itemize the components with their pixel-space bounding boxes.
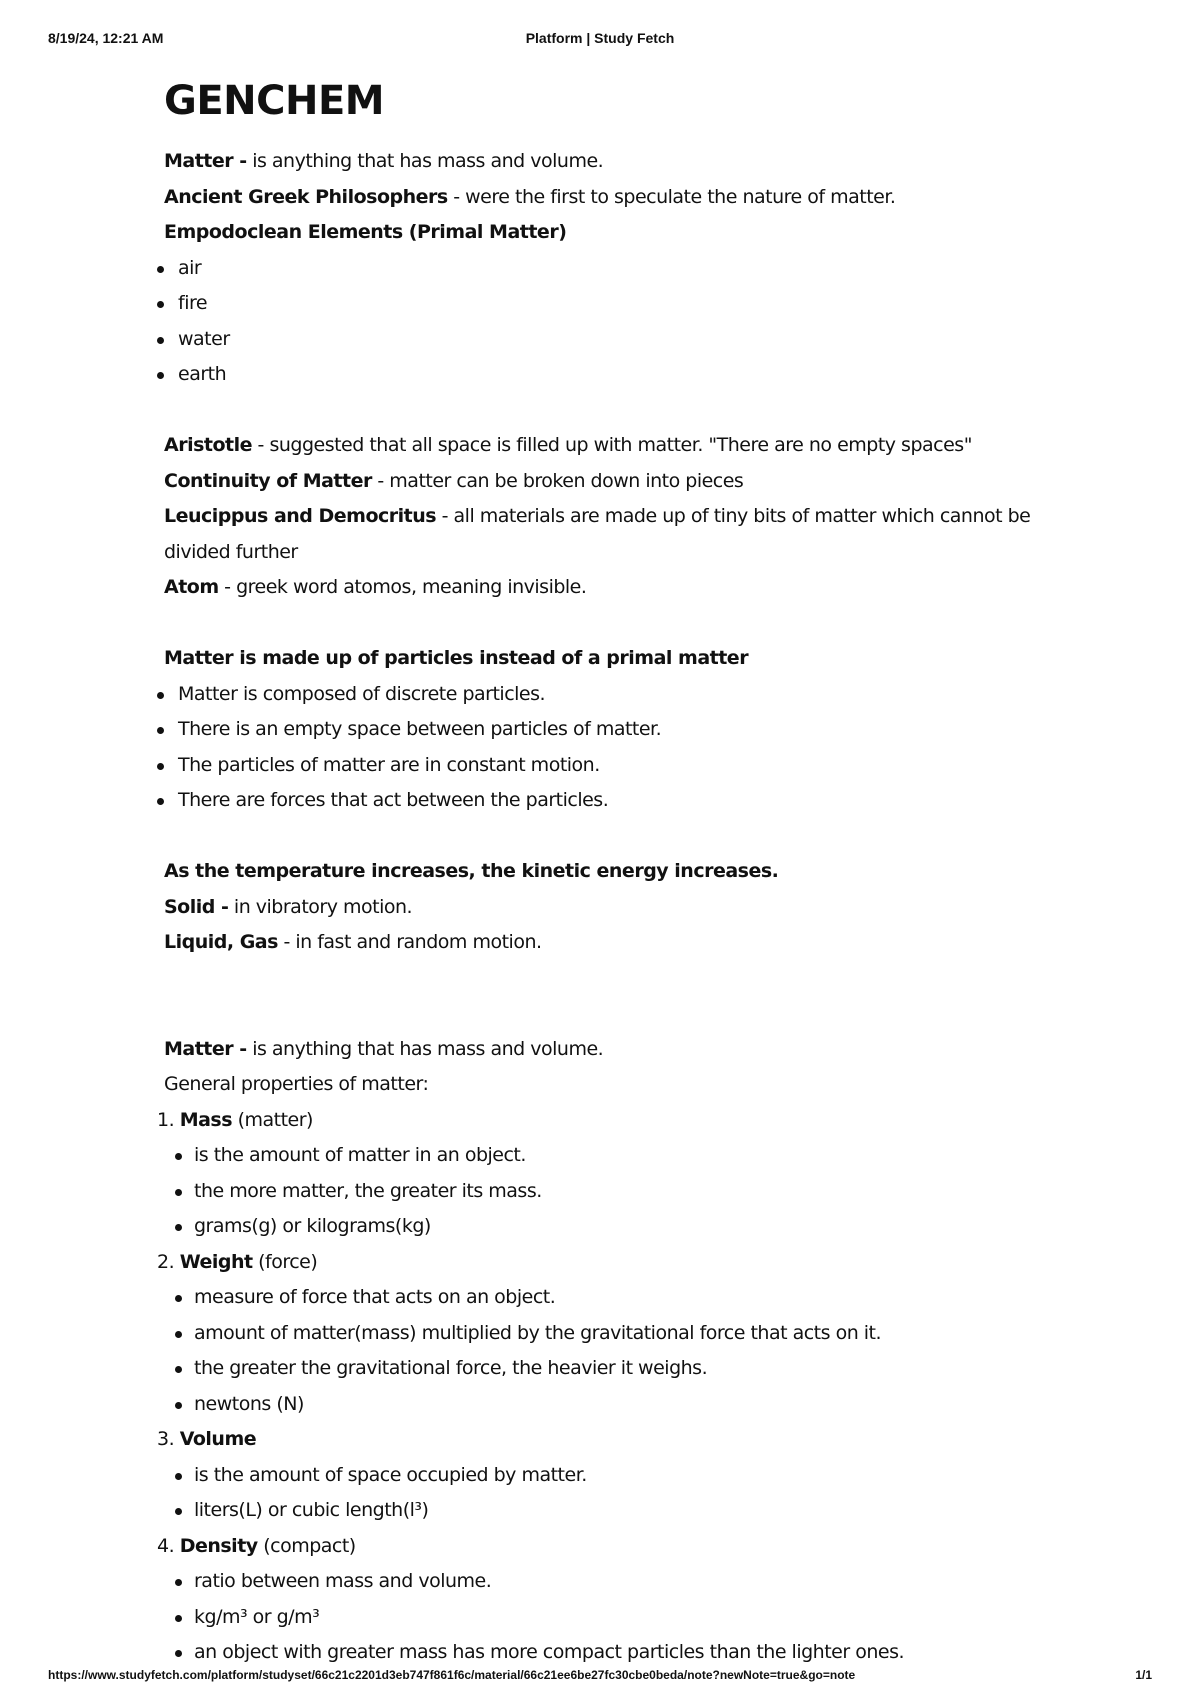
section-heading [164, 641, 1064, 677]
spacer [164, 819, 1064, 855]
section-heading [164, 215, 1064, 251]
property-note: (force) [252, 1250, 318, 1273]
property-number: 3. [157, 1428, 175, 1450]
definition-term: Matter - [164, 1037, 247, 1060]
definition-term: Aristotle [164, 434, 253, 456]
spacer [164, 393, 1064, 429]
list-item: air [164, 251, 1064, 287]
definition-term: Leucippus and Democritus [164, 505, 437, 527]
list-item: is the amount of matter in an object. [164, 1138, 1064, 1174]
property-name: Density [179, 1534, 258, 1557]
property-points [164, 1458, 1064, 1529]
definition-term: Empodoclean Elements (Primal Matter) [164, 221, 567, 243]
definition-text: - were the first to speculate the nature of matter. [447, 185, 896, 208]
definition-term: Liquid, Gas [164, 931, 278, 953]
definition-text: is anything that has mass and volume. [246, 1037, 604, 1060]
definition-line [164, 464, 1064, 500]
property-heading [157, 1422, 1064, 1458]
definition-term: Continuity of Matter [164, 469, 372, 492]
list-item: newtons (N) [164, 1387, 1064, 1423]
list-item: Matter is composed of discrete particles. [164, 677, 1064, 713]
definition-line [164, 890, 1064, 926]
print-header [48, 30, 1152, 50]
elements-list [164, 251, 1064, 393]
section-heading [164, 854, 1064, 890]
property-note: (compact) [257, 1534, 356, 1557]
list-item: ratio between mass and volume. [164, 1564, 1064, 1600]
definition-term: Solid - [164, 895, 229, 918]
definition-line [164, 1032, 1064, 1068]
definition-line [164, 925, 1064, 961]
property-heading [157, 1529, 1064, 1565]
note-content [157, 78, 1064, 1671]
definition-line [164, 144, 1064, 180]
print-datetime: 8/19/24, 12:21 AM [48, 30, 164, 46]
definition-line [164, 180, 1064, 216]
definition-line [164, 428, 1064, 464]
property-heading [157, 1103, 1064, 1139]
list-item: is the amount of space occupied by matter. [164, 1458, 1064, 1494]
list-item: kg/m³ or g/m³ [164, 1600, 1064, 1636]
property-name: Mass [179, 1108, 233, 1131]
definition-text: is anything that has mass and volume. [246, 150, 604, 172]
definition-term: Matter - [164, 150, 247, 172]
property-name: Weight [179, 1250, 253, 1273]
list-item: amount of matter(mass) multiplied by the gravitational force that acts on it. [164, 1316, 1064, 1352]
print-page-number: 1/1 [1135, 1668, 1152, 1682]
property-number: 4. [157, 1534, 175, 1557]
heading-text: As the temperature increases, the kinetic energy increases. [164, 860, 779, 882]
note-title: GENCHEM [164, 78, 385, 124]
list-item: the greater the gravitational force, the heavier it weighs. [164, 1351, 1064, 1387]
property-points [164, 1564, 1064, 1671]
definition-line [164, 570, 1064, 606]
definition-term: Atom [164, 576, 219, 598]
list-item: liters(L) or cubic length(l³) [164, 1493, 1064, 1529]
property-number: 1. [157, 1108, 175, 1131]
property-note: (matter) [232, 1108, 313, 1131]
property-points [164, 1280, 1064, 1422]
list-item: fire [164, 286, 1064, 322]
definition-text: - greek word atomos, meaning invisible. [218, 576, 587, 598]
property-heading [157, 1245, 1064, 1281]
print-url: https://www.studyfetch.com/platform/studyset/66c21c2201d3eb747f861f6c/material/66c21ee6be27fc30cbe0beda/note?newNote=true&go=note [48, 1668, 856, 1682]
definition-text: - matter can be broken down into pieces [371, 469, 744, 492]
definition-text: - all materials are made up of tiny bits of matter which cannot be divided further [164, 505, 1031, 563]
list-item: There is an empty space between particles of matter. [164, 712, 1064, 748]
print-footer [48, 1668, 1152, 1686]
definition-text: in vibratory motion. [228, 895, 413, 918]
definition-line [164, 499, 1064, 570]
list-item: the more matter, the greater its mass. [164, 1174, 1064, 1210]
list-item: water [164, 322, 1064, 358]
definition-text: - suggested that all space is filled up with matter. "There are no empty spaces" [252, 434, 972, 456]
list-item: There are forces that act between the particles. [164, 783, 1064, 819]
property-points [164, 1138, 1064, 1245]
definition-term: Ancient Greek Philosophers [164, 185, 448, 208]
particles-list [164, 677, 1064, 819]
list-item: an object with greater mass has more compact particles than the lighter ones. [164, 1635, 1064, 1671]
print-page-title: Platform | Study Fetch [525, 30, 675, 46]
definition-text: - in fast and random motion. [277, 931, 542, 953]
heading-text: Matter is made up of particles instead of a primal matter [164, 647, 749, 669]
spacer [164, 606, 1064, 642]
list-item: earth [164, 357, 1064, 393]
properties-intro: General properties of matter: [164, 1073, 429, 1095]
spacer [164, 961, 1064, 1032]
list-item: measure of force that acts on an object. [164, 1280, 1064, 1316]
list-item: grams(g) or kilograms(kg) [164, 1209, 1064, 1245]
property-number: 2. [157, 1250, 175, 1273]
list-item: The particles of matter are in constant motion. [164, 748, 1064, 784]
property-name: Volume [179, 1428, 257, 1450]
